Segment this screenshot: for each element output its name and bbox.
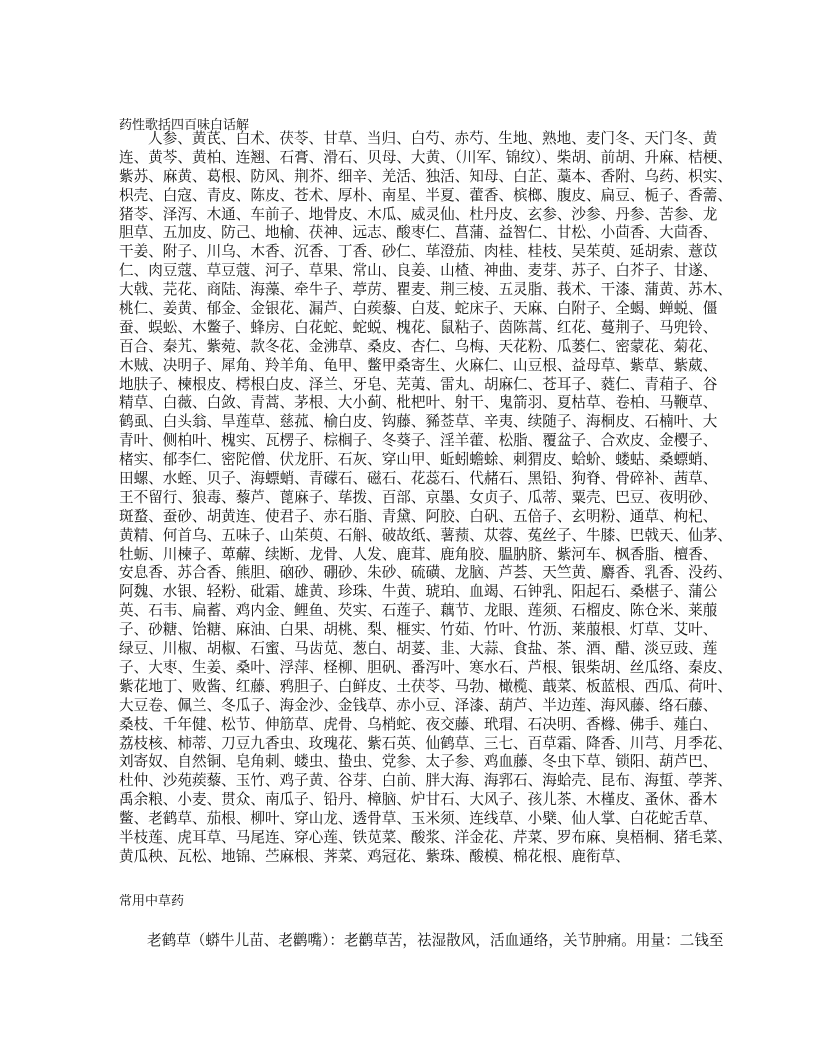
text-line: 斑蝥、蚕砂、胡黄连、使君子、赤石脂、青黛、阿胶、白矾、五倍子、玄明粉、通草、枸杞、 [119,507,718,525]
text-line: 人参、黄芪、白术、茯苓、甘草、当归、白芍、赤芍、生地、熟地、麦门冬、天门冬、黄 [148,130,718,147]
document-title: 药性歌括四百味白话解 [119,118,250,133]
text-line: 禹余粮、小麦、贯众、南瓜子、铅丹、樟脑、炉甘石、大风子、孩儿茶、木槿皮、蚤休、番木 [119,791,718,809]
text-line: 楮实、郁李仁、密陀僧、伏龙肝、石灰、穿山甲、蚯蚓蟾蜍、刺猬皮、蛤蚧、蝼蛄、桑螵蛸、 [119,451,718,469]
text-line: 英、石韦、扁蓄、鸡内金、鲤鱼、芡实、石莲子、藕节、龙眼、莲须、石榴皮、陈仓米、莱菔 [119,602,718,620]
text-line: 蚕、蜈蚣、木鳖子、蜂房、白花蛇、蛇蜕、槐花、鼠粘子、茵陈蒿、红花、蔓荆子、马兜铃、 [119,318,718,336]
text-line: 子、砂糖、饴糖、麻油、白果、胡桃、梨、榧实、竹茹、竹叶、竹沥、莱菔根、灯草、艾叶、 [119,621,718,639]
text-line: 大戟、芫花、商陆、海藻、牵牛子、葶苈、瞿麦、荆三棱、五灵脂、莪术、干漆、蒲黄、苏木、 [119,281,732,299]
text-line: 黄瓜秧、瓦松、地锦、苎麻根、荠菜、鸡冠花、紫珠、酸模、棉花根、鹿衔草、 [119,847,630,865]
text-line: 枳壳、白寇、青皮、陈皮、苍术、厚朴、南星、半夏、藿香、槟榔、腹皮、扁豆、栀子、香薷、 [119,186,732,204]
text-line: 绿豆、川椒、胡椒、石蜜、马齿苋、葱白、胡荽、韭、大蒜、食盐、茶、酒、醋、淡豆豉、莲 [119,640,718,658]
text-line: 木贼、决明子、犀角、羚羊角、龟甲、鳖甲桑寄生、火麻仁、山豆根、益母草、紫草、紫葳、 [119,356,718,374]
text-line: 猪苓、泽泻、木通、车前子、地骨皮、木瓜、威灵仙、杜丹皮、玄参、沙参、丹参、苦参、龙 [119,205,718,223]
herb-list-paragraph [119,130,732,867]
text-line: 仁、肉豆蔻、草豆蔻、河子、草果、常山、良姜、山楂、神曲、麦芽、苏子、白芥子、甘遂、 [119,262,718,280]
section-heading: 常用中草药 [119,894,185,909]
text-line: 干姜、附子、川乌、木香、沉香、丁香、砂仁、荜澄茄、肉桂、桂枝、吴茱萸、延胡索、薏苡 [119,243,718,261]
text-line: 安息香、苏合香、熊胆、硇砂、硼砂、朱砂、硫磺、龙脑、芦荟、天竺黄、麝香、乳香、没药、 [119,564,732,582]
text-line: 田螺、水蛭、贝子、海螵蛸、青礞石、磁石、花蕊石、代赭石、黑铅、狗脊、骨碎补、茜草、 [119,470,718,488]
text-line: 鹤虱、白头翁、旱莲草、慈菰、榆白皮、钩藤、豨莶草、辛夷、续随子、海桐皮、石楠叶、大 [119,413,718,431]
text-line: 阿魏、水银、轻粉、砒霜、雄黄、珍珠、牛黄、琥珀、血竭、石钟乳、阳起石、桑椹子、蒲公 [119,583,718,601]
text-line: 紫苏、麻黄、葛根、防风、荆芥、细辛、羌活、独活、知母、白芷、藁本、香附、乌药、枳实、 [119,167,732,185]
text-line: 牡蛎、川楝子、萆薢、续断、龙骨、人发、鹿茸、鹿角胶、腽肭脐、紫河车、枫香脂、檀香、 [119,545,718,563]
text-line: 紫花地丁、败酱、红藤、鸦胆子、白鲜皮、土茯苓、马勃、橄榄、蕺菜、板蓝根、西瓜、荷叶、 [119,677,732,695]
section-paragraph: 老鹤草（蟒牛儿苗、老鹳嘴）：老鹳草苦，祛湿散风，活血通络，关节肿痛。用量：二钱至 [147,932,724,949]
text-line: 精草、白薇、白敛、青蒿、茅根、大小蓟、枇杷叶、射干、鬼箭羽、夏枯草、卷柏、马鞭草、 [119,394,718,412]
text-line: 半枝莲、虎耳草、马尾连、穿心莲、铁苋菜、酸浆、洋金花、芹菜、罗布麻、臭梧桐、猪毛菜、 [119,828,732,846]
text-line: 大豆卷、佩兰、冬瓜子、海金沙、金钱草、赤小豆、泽漆、葫芦、半边莲、海风藤、络石藤、 [119,696,718,714]
text-line: 王不留行、狼毒、藜芦、蓖麻子、荜拨、百部、京墨、女贞子、瓜蒂、粟壳、巴豆、夜明砂、 [119,488,718,506]
text-line: 鳖、老鹤草、茄根、柳叶、穿山龙、透骨草、玉米须、连线草、小檗、仙人掌、白花蛇舌草、 [119,810,718,828]
text-line: 刘寄奴、自然铜、皂角刺、蝼虫、蛰虫、党参、太子参、鸡血藤、冬虫下草、锁阳、葫芦巴、 [119,753,718,771]
text-line: 桃仁、姜黄、郁金、金银花、漏芦、白蒺藜、白芨、蛇床子、天麻、白附子、全蝎、蝉蜕、僵 [119,300,718,318]
text-line: 荔枝核、柿蒂、刀豆九香虫、玫瑰花、紫石英、仙鹤草、三七、百草霜、降香、川芎、月季花、 [119,734,732,752]
text-line: 子、大枣、生姜、桑叶、浮萍、柽柳、胆矾、番泻叶、寒水石、芦根、银柴胡、丝瓜络、秦皮、 [119,658,732,676]
text-line: 地肤子、楝根皮、樗根白皮、泽兰、牙皂、芜荑、雷丸、胡麻仁、苍耳子、蕤仁、青葙子、谷 [119,375,718,393]
text-line: 黄精、何首乌、五味子、山茱萸、石斛、破故纸、薯蓣、苁蓉、菟丝子、牛膝、巴戟天、仙茅、 [119,526,732,544]
text-line: 百合、秦艽、紫菀、款冬花、金沸草、桑皮、杏仁、乌梅、天花粉、瓜蒌仁、密蒙花、菊花、 [119,337,718,355]
text-line: 桑枝、千年健、松节、伸筋草、虎骨、乌梢蛇、夜交藤、玳瑁、石决明、香橼、佛手、薤白、 [119,715,718,733]
text-line: 杜仲、沙苑蒺藜、玉竹、鸡子黄、谷芽、白前、胖大海、海郛石、海蛤壳、昆布、海蜇、荸荠、 [119,772,732,790]
text-line: 胆草、五加皮、防己、地榆、茯神、远志、酸枣仁、菖蒲、益智仁、甘松、小茴香、大茴香、 [119,224,718,242]
text-line: 连、黄芩、黄柏、连翘、石膏、滑石、贝母、大黄、（川军、锦纹）、柴胡、前胡、升麻、桔梗、 [119,148,732,166]
text-line: 青叶、侧柏叶、槐实、瓦楞子、棕榈子、冬葵子、淫羊藿、松脂、覆盆子、合欢皮、金樱子、 [119,432,718,450]
